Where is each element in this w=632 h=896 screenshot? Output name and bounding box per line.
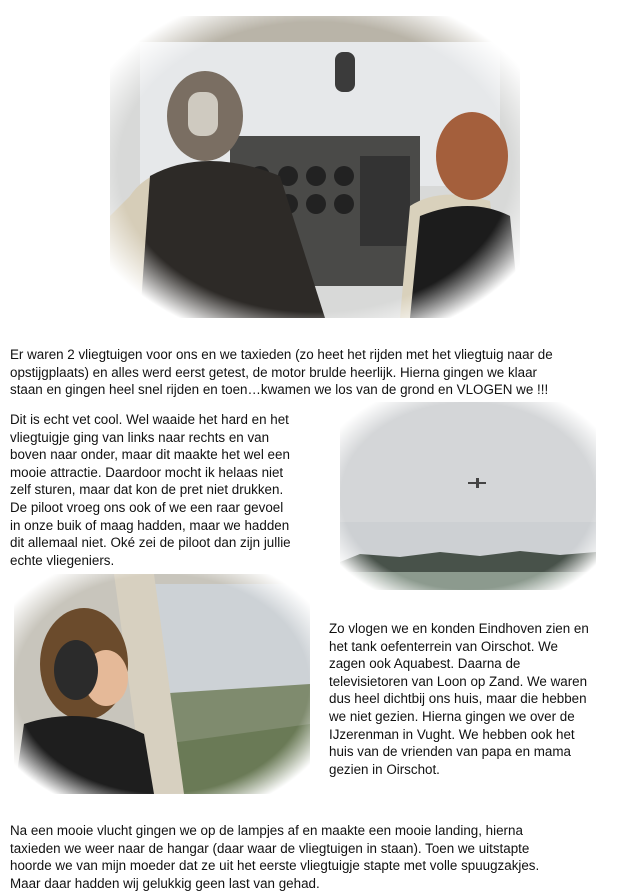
airplane-sky-photo	[340, 402, 596, 590]
boy-window-photo	[14, 574, 310, 794]
intro-paragraph: Er waren 2 vliegtuigen voor ons en we taxieden (zo heet het rijden met het vliegtuig naar de opstijgplaats) en alles werd eerst getest, de motor brulde heerlijk. Hierna gingen we klaar staan en gingen heel snel rijden en toen…kwamen we los van de grond en VLOGEN we !!!	[10, 347, 553, 398]
cool-paragraph: Dit is echt vet cool. Wel waaide het hard en het vliegtuigje ging van links naar rechts en van boven naar onder, maar dit maakte het wel een mooie attractie. Daardoor mocht ik helaas niet zelf sturen, maar dat kon de pret niet drukken. De piloot vroeg ons ook of we een raar gevoel in onze buik of maag hadden, maar we hadden dit allemaal niet. Oké zei de piloot dan zijn jullie echte vliegeniers.	[10, 412, 291, 568]
cockpit-photo	[110, 16, 520, 318]
vlogen-paragraph: Zo vlogen we en konden Eindhoven zien en het tank oefenterrein van Oirschot. We zagen ook Aquabest. Daarna de televisietoren van Loon op Zand. We waren dus heel dichtbij ons huis, maar die hebben we niet gezien. Hierna gingen we over de IJzerenman in Vught. We hebben ook het huis van de vrienden van papa en mama gezien in Oirschot.	[329, 621, 589, 777]
landing-paragraph: Na een mooie vlucht gingen we op de lampjes af en maakte een mooie landing, hierna taxieden we weer naar de hangar (daar waar de vliegtuigen in staan). Toen we uitstapte hoorde we van mijn moeder dat ze uit het eerste vliegtuigje stapte met volle spuugzakjes. Maar daar hadden wij gelukkig geen last van gehad.	[10, 823, 540, 891]
